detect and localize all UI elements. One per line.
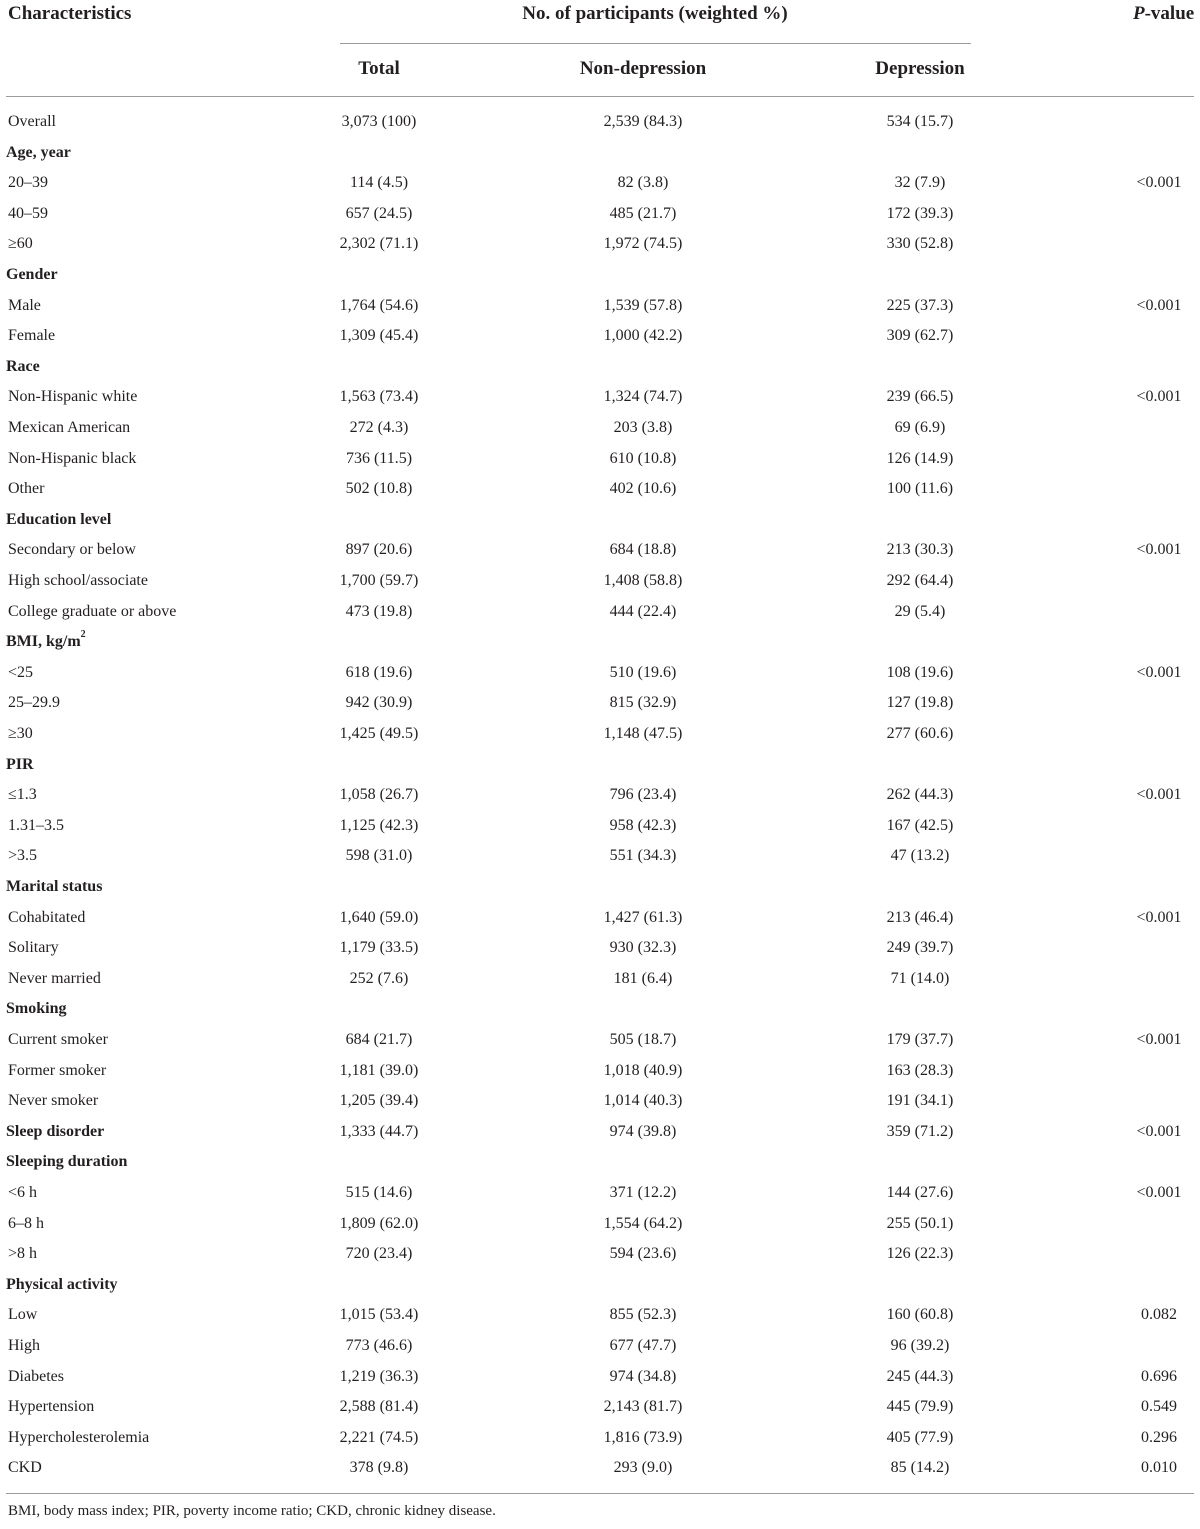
section-row — [0, 750, 1200, 781]
table-row — [0, 535, 1200, 566]
table-row — [0, 1025, 1200, 1056]
section-row — [0, 505, 1200, 536]
row-label: Non-Hispanic white — [8, 388, 138, 406]
section-row — [0, 627, 1200, 658]
cell-non-depression: 1,148 (47.5) — [603, 725, 683, 742]
cell-non-depression: 1,554 (64.2) — [603, 1214, 683, 1232]
cell-non-depression: 930 (32.3) — [609, 939, 677, 957]
cell-non-depression: 1,427 (61.3) — [603, 908, 683, 926]
cell-total: 1,764 (54.6) — [339, 296, 419, 314]
cell-p-value: 0.296 — [1141, 1428, 1177, 1446]
cell-total: 598 (31.0) — [345, 847, 413, 865]
cell-non-depression: 815 (32.9) — [609, 694, 677, 712]
table-row — [0, 1362, 1200, 1393]
table-row — [0, 1056, 1200, 1087]
row-label: >3.5 — [8, 847, 38, 865]
cell-depression: 126 (14.9) — [886, 449, 954, 467]
cell-total: 1,309 (45.4) — [339, 327, 419, 345]
row-label: Overall — [8, 113, 56, 130]
cell-non-depression: 1,972 (74.5) — [603, 235, 683, 253]
table-row — [0, 168, 1200, 199]
cell-p-value: <0.001 — [1136, 786, 1182, 804]
cell-total: 773 (46.6) — [345, 1337, 413, 1354]
section-row — [0, 1117, 1200, 1148]
cell-depression: 108 (19.6) — [886, 663, 954, 681]
cell-p-value: <0.001 — [1136, 541, 1182, 559]
row-label: Physical activity — [6, 1275, 118, 1293]
cell-non-depression: 1,000 (42.2) — [603, 327, 683, 345]
table-row — [0, 1178, 1200, 1209]
header-group-title: No. of participants (weighted %) — [522, 3, 788, 24]
cell-depression: 225 (37.3) — [886, 296, 954, 314]
cell-p-value: <0.001 — [1136, 1122, 1182, 1140]
cell-p-value: 0.549 — [1141, 1398, 1177, 1416]
cell-total: 1,809 (62.0) — [339, 1214, 419, 1232]
cell-non-depression: 444 (22.4) — [609, 602, 677, 620]
cell-non-depression: 2,539 (84.3) — [603, 113, 683, 130]
table-row — [0, 566, 1200, 597]
cell-depression: 100 (11.6) — [886, 480, 954, 498]
cell-non-depression: 1,324 (74.7) — [603, 388, 683, 406]
header-total: Total — [358, 58, 400, 79]
cell-non-depression: 2,143 (81.7) — [603, 1398, 683, 1416]
row-label: Marital status — [6, 878, 103, 895]
cell-depression: 127 (19.8) — [886, 694, 954, 712]
cell-non-depression: 684 (18.8) — [609, 541, 677, 559]
cell-total: 1,425 (49.5) — [339, 725, 419, 742]
row-label: Gender — [6, 266, 58, 283]
row-label: High school/associate — [8, 572, 148, 589]
cell-depression: 85 (14.2) — [890, 1459, 950, 1477]
table-row — [0, 199, 1200, 230]
table-row — [0, 1239, 1200, 1270]
row-label: Education level — [6, 510, 112, 528]
cell-non-depression: 1,539 (57.8) — [603, 296, 683, 314]
cell-depression: 249 (39.7) — [886, 939, 954, 957]
header-p-value-italic: P — [1133, 3, 1145, 24]
row-label: Low — [8, 1306, 38, 1324]
cell-total: 1,179 (33.5) — [339, 939, 419, 957]
table-row — [0, 1423, 1200, 1454]
row-label: ≥60 — [8, 235, 33, 253]
cell-depression: 277 (60.6) — [886, 725, 954, 742]
header-p-value — [1133, 3, 1194, 25]
table-row — [0, 964, 1200, 995]
cell-p-value: 0.696 — [1141, 1367, 1177, 1385]
row-label: ≥30 — [8, 725, 33, 742]
row-label: Smoking — [6, 1000, 67, 1018]
cell-p-value: <0.001 — [1136, 1184, 1182, 1201]
cell-total: 1,125 (42.3) — [339, 816, 419, 834]
header-non-depression: Non-depression — [579, 58, 707, 79]
row-label: 25–29.9 — [8, 694, 60, 712]
section-row — [0, 138, 1200, 169]
cell-total: 502 (10.8) — [345, 480, 413, 498]
row-label: Mexican American — [8, 419, 131, 436]
table-row — [0, 658, 1200, 689]
cell-non-depression: 485 (21.7) — [609, 204, 677, 222]
row-label — [6, 627, 86, 658]
cell-depression: 255 (50.1) — [886, 1214, 954, 1232]
cell-total: 942 (30.9) — [345, 694, 413, 712]
cell-total: 114 (4.5) — [349, 174, 409, 192]
superscript: 2 — [80, 628, 86, 640]
row-label: PIR — [6, 755, 34, 773]
table-row — [0, 1086, 1200, 1117]
cell-non-depression: 551 (34.3) — [609, 847, 677, 865]
cell-non-depression: 203 (3.8) — [613, 419, 673, 436]
cell-total: 897 (20.6) — [345, 541, 413, 559]
cell-depression: 245 (44.3) — [886, 1367, 954, 1385]
section-row — [0, 994, 1200, 1025]
cell-non-depression: 510 (19.6) — [609, 663, 677, 681]
cell-depression: 71 (14.0) — [890, 969, 950, 987]
table-row — [0, 933, 1200, 964]
cell-non-depression: 855 (52.3) — [609, 1306, 677, 1324]
row-label: 20–39 — [8, 174, 48, 192]
table-row — [0, 1392, 1200, 1423]
row-label: Race — [6, 357, 40, 375]
cell-depression: 163 (28.3) — [886, 1061, 954, 1079]
row-label-text: BMI, kg/m — [6, 633, 81, 651]
cell-non-depression: 796 (23.4) — [609, 786, 677, 804]
cell-depression: 292 (64.4) — [886, 572, 954, 589]
cell-depression: 405 (77.9) — [886, 1428, 954, 1446]
row-label: Never married — [8, 969, 101, 987]
table-row — [0, 382, 1200, 413]
cell-depression: 359 (71.2) — [886, 1122, 954, 1140]
header-depression: Depression — [875, 58, 965, 79]
cell-total: 1,219 (36.3) — [339, 1367, 419, 1385]
cell-total: 2,221 (74.5) — [339, 1428, 419, 1446]
table-row — [0, 291, 1200, 322]
table-row — [0, 1300, 1200, 1331]
table-row — [0, 321, 1200, 352]
header-bottom-rule — [6, 96, 1194, 97]
table-row — [0, 903, 1200, 934]
cell-depression: 445 (79.9) — [886, 1398, 954, 1416]
row-label: Other — [8, 480, 45, 498]
cell-depression: 213 (46.4) — [886, 908, 954, 926]
row-label: Hypertension — [8, 1398, 95, 1416]
row-label: Male — [8, 296, 41, 314]
cell-depression: 179 (37.7) — [886, 1031, 954, 1048]
cell-total: 2,302 (71.1) — [339, 235, 419, 253]
cell-depression: 191 (34.1) — [886, 1092, 954, 1110]
table-row — [0, 688, 1200, 719]
row-label: Age, year — [6, 143, 71, 161]
table-bottom-rule — [6, 1493, 1194, 1494]
row-label: 40–59 — [8, 204, 48, 222]
cell-total: 252 (7.6) — [349, 969, 409, 987]
cell-non-depression: 677 (47.7) — [609, 1337, 677, 1354]
row-label: Female — [8, 327, 56, 345]
cell-non-depression: 1,408 (58.8) — [603, 572, 683, 589]
cell-depression: 167 (42.5) — [886, 816, 954, 834]
section-row — [0, 260, 1200, 291]
cell-total: 1,015 (53.4) — [339, 1306, 419, 1324]
cell-depression: 47 (13.2) — [890, 847, 950, 865]
cell-p-value: <0.001 — [1136, 908, 1182, 926]
table-row — [0, 597, 1200, 628]
row-label: 6–8 h — [8, 1214, 44, 1232]
cell-non-depression: 82 (3.8) — [617, 174, 669, 192]
cell-p-value: <0.001 — [1136, 174, 1182, 192]
section-row — [0, 1147, 1200, 1178]
cell-total: 736 (11.5) — [345, 449, 413, 467]
cell-total: 1,181 (39.0) — [339, 1061, 419, 1079]
cell-p-value: <0.001 — [1136, 388, 1182, 406]
row-label: >8 h — [8, 1245, 38, 1263]
row-label: Sleep disorder — [6, 1122, 105, 1140]
cell-non-depression: 974 (39.8) — [609, 1122, 677, 1140]
table-row — [0, 811, 1200, 842]
cell-total: 720 (23.4) — [345, 1245, 413, 1263]
cell-depression: 69 (6.9) — [894, 419, 946, 436]
row-label: 1.31–3.5 — [8, 816, 64, 834]
row-label: <25 — [8, 663, 34, 681]
table-row — [0, 474, 1200, 505]
row-label: High — [8, 1337, 40, 1354]
cell-total: 1,205 (39.4) — [339, 1092, 419, 1110]
group-header-rule — [340, 43, 971, 44]
table-row — [0, 719, 1200, 750]
cell-depression: 534 (15.7) — [886, 113, 954, 130]
section-row — [0, 872, 1200, 903]
cell-depression: 262 (44.3) — [886, 786, 954, 804]
cell-total: 1,333 (44.7) — [339, 1122, 419, 1140]
cell-total: 684 (21.7) — [345, 1031, 413, 1048]
table-row — [0, 1331, 1200, 1362]
table-row — [0, 413, 1200, 444]
cell-depression: 330 (52.8) — [886, 235, 954, 253]
cell-non-depression: 958 (42.3) — [609, 816, 677, 834]
cell-p-value: 0.010 — [1141, 1459, 1177, 1477]
cell-depression: 126 (22.3) — [886, 1245, 954, 1263]
row-label: Cohabitated — [8, 908, 86, 926]
table-row — [0, 1453, 1200, 1484]
cell-non-depression: 594 (23.6) — [609, 1245, 677, 1263]
cell-depression: 309 (62.7) — [886, 327, 954, 345]
header-p-value-rest: -value — [1144, 3, 1195, 24]
row-label: Former smoker — [8, 1061, 107, 1079]
cell-non-depression: 974 (34.8) — [609, 1367, 677, 1385]
cell-non-depression: 402 (10.6) — [609, 480, 677, 498]
cell-non-depression: 293 (9.0) — [613, 1459, 673, 1477]
cell-non-depression: 610 (10.8) — [609, 449, 677, 467]
cell-non-depression: 181 (6.4) — [613, 969, 673, 987]
cell-depression: 32 (7.9) — [894, 174, 946, 192]
cell-depression: 144 (27.6) — [886, 1184, 954, 1201]
footnote: BMI, body mass index; PIR, poverty income ratio; CKD, chronic kidney disease. — [8, 1503, 496, 1519]
row-label: <6 h — [8, 1184, 38, 1201]
cell-total: 657 (24.5) — [345, 204, 413, 222]
cell-non-depression: 1,014 (40.3) — [603, 1092, 683, 1110]
row-label: Hypercholesterolemia — [8, 1428, 150, 1446]
cell-total: 1,058 (26.7) — [339, 786, 419, 804]
row-label: Current smoker — [8, 1031, 108, 1048]
cell-non-depression: 1,816 (73.9) — [603, 1428, 683, 1446]
row-label: Sleeping duration — [6, 1153, 128, 1171]
cell-total: 1,640 (59.0) — [339, 908, 419, 926]
table-row — [0, 841, 1200, 872]
table-row — [0, 1209, 1200, 1240]
table-row — [0, 107, 1200, 138]
row-label: CKD — [8, 1459, 42, 1477]
cell-total: 378 (9.8) — [349, 1459, 409, 1477]
cell-depression: 239 (66.5) — [886, 388, 954, 406]
cell-p-value: <0.001 — [1136, 1031, 1182, 1048]
cell-p-value: <0.001 — [1136, 296, 1182, 314]
cell-depression: 29 (5.4) — [894, 602, 946, 620]
cell-non-depression: 371 (12.2) — [609, 1184, 677, 1201]
cell-non-depression: 505 (18.7) — [609, 1031, 677, 1048]
cell-total: 272 (4.3) — [349, 419, 409, 436]
cell-total: 618 (19.6) — [345, 663, 413, 681]
cell-depression: 213 (30.3) — [886, 541, 954, 559]
table-row — [0, 229, 1200, 260]
section-row — [0, 352, 1200, 383]
row-label: Diabetes — [8, 1367, 64, 1385]
cell-p-value: <0.001 — [1136, 663, 1182, 681]
table-row — [0, 780, 1200, 811]
row-label: ≤1.3 — [8, 786, 37, 804]
cell-p-value: 0.082 — [1141, 1306, 1177, 1324]
cell-depression: 96 (39.2) — [890, 1337, 950, 1354]
cell-total: 473 (19.8) — [345, 602, 413, 620]
cell-total: 515 (14.6) — [345, 1184, 413, 1201]
row-label: College graduate or above — [8, 602, 177, 620]
cell-non-depression: 1,018 (40.9) — [603, 1061, 683, 1079]
table-row — [0, 444, 1200, 475]
cell-total: 1,563 (73.4) — [339, 388, 419, 406]
cell-depression: 172 (39.3) — [886, 204, 954, 222]
section-row — [0, 1270, 1200, 1301]
header-characteristics: Characteristics — [8, 3, 132, 24]
row-label: Solitary — [8, 939, 59, 957]
cell-total: 3,073 (100) — [341, 113, 417, 130]
row-label: Non-Hispanic black — [8, 449, 137, 467]
cell-depression: 160 (60.8) — [886, 1306, 954, 1324]
cell-total: 1,700 (59.7) — [339, 572, 419, 589]
row-label: Never smoker — [8, 1092, 99, 1110]
cell-total: 2,588 (81.4) — [339, 1398, 419, 1416]
row-label: Secondary or below — [8, 541, 136, 559]
